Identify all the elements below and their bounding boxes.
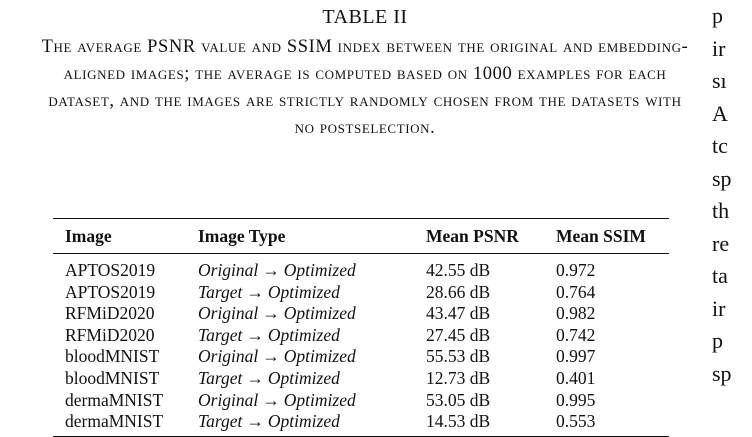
cell-mean-ssim: 0.982 [556, 303, 596, 324]
type-from: Original [198, 346, 259, 367]
type-to: Optimized [283, 260, 356, 280]
table-header-row [53, 219, 669, 253]
caption-text: The average PSNR value and SSIM index between the original and embedding-aligned images; the average is computed based on 1000 examples for each dataset, and the images are strictly randomly chosen from the datasets with no postselection. [41, 37, 689, 138]
table-row [53, 282, 669, 304]
cell-image: RFMiD2020 [65, 303, 155, 324]
type-to: Optimized [283, 303, 356, 324]
cell-image-type [198, 303, 426, 325]
adjacent-column-text [712, 0, 752, 390]
table-row [53, 411, 669, 436]
cell-mean-psnr: 42.55 dB [426, 260, 491, 280]
cell-mean-ssim: 0.401 [556, 367, 596, 388]
cell-mean-psnr: 43.47 dB [426, 303, 491, 324]
type-to: Optimized [283, 389, 356, 410]
type-to: Optimized [267, 411, 340, 432]
adjacent-line-fragment: ta [712, 263, 728, 288]
table-row [53, 254, 669, 282]
type-to: Optimized [267, 324, 340, 345]
cell-mean-psnr: 55.53 dB [426, 346, 491, 367]
adjacent-line-fragment: re [712, 230, 730, 256]
cell-mean-psnr: 27.45 dB [426, 324, 491, 345]
adjacent-line-fragment: sp [712, 165, 732, 191]
cell-mean-psnr: 14.53 dB [426, 411, 491, 432]
cell-mean-psnr: 53.05 dB [426, 389, 491, 410]
table-label: TABLE II [322, 6, 408, 28]
cell-image-type [198, 282, 426, 304]
cell-mean-ssim: 0.972 [556, 260, 596, 280]
header-mean-ssim: Mean SSIM [556, 226, 646, 246]
adjacent-line-fragment: sp [712, 360, 732, 386]
right-arrow-icon: → [246, 367, 264, 388]
table-row [53, 368, 669, 390]
cell-image-type [198, 368, 426, 390]
type-to: Optimized [283, 346, 356, 367]
cell-image: bloodMNIST [65, 367, 160, 388]
adjacent-line-fragment: th [712, 198, 730, 223]
cell-mean-ssim: 0.742 [556, 324, 596, 345]
table-caption [40, 6, 690, 142]
adjacent-line-fragment: sı [712, 68, 727, 93]
cell-image-type [198, 390, 426, 412]
right-arrow-icon: → [262, 346, 280, 367]
cell-image-type [198, 254, 426, 282]
cell-mean-ssim: 0.997 [556, 346, 596, 367]
right-arrow-icon: → [246, 324, 264, 345]
cell-image: bloodMNIST [65, 346, 160, 367]
right-arrow-icon: → [262, 389, 280, 410]
type-from: Target [198, 411, 243, 432]
adjacent-line-fragment: p [712, 328, 723, 353]
cell-mean-psnr: 28.66 dB [426, 281, 491, 302]
adjacent-line-fragment: ir [712, 35, 726, 61]
cell-mean-ssim: 0.764 [556, 281, 596, 302]
cell-image-type [198, 411, 426, 436]
cell-mean-ssim: 0.995 [556, 389, 596, 410]
cell-image: RFMiD2020 [65, 324, 155, 345]
header-image-type: Image Type [198, 226, 286, 246]
table-row [53, 325, 669, 347]
type-from: Target [198, 324, 243, 345]
right-arrow-icon: → [246, 411, 264, 432]
cell-image: APTOS2019 [65, 260, 156, 280]
type-from: Original [198, 389, 259, 410]
table-row [53, 303, 669, 325]
type-from: Original [198, 260, 259, 280]
cell-image-type [198, 325, 426, 347]
right-arrow-icon: → [246, 281, 264, 302]
adjacent-line-fragment: tc [712, 133, 728, 158]
right-arrow-icon: → [262, 303, 280, 324]
table-body [53, 254, 669, 436]
adjacent-line-fragment: ir [712, 295, 726, 321]
table-row [53, 346, 669, 368]
cell-image: dermaMNIST [65, 389, 164, 410]
type-to: Optimized [267, 281, 340, 302]
type-to: Optimized [267, 367, 340, 388]
type-from: Original [198, 303, 259, 324]
type-from: Target [198, 367, 243, 388]
adjacent-line-fragment: A [712, 100, 728, 126]
header-image: Image [65, 226, 112, 246]
cell-mean-psnr: 12.73 dB [426, 367, 491, 388]
table-row [53, 390, 669, 412]
type-from: Target [198, 281, 243, 302]
header-mean-psnr: Mean PSNR [426, 226, 519, 246]
cell-image-type [198, 346, 426, 368]
cell-image: APTOS2019 [65, 281, 156, 302]
adjacent-line-fragment: p [712, 3, 723, 28]
right-arrow-icon: → [262, 260, 280, 280]
cell-mean-ssim: 0.553 [556, 411, 596, 432]
results-table [53, 218, 669, 437]
cell-image: dermaMNIST [65, 411, 164, 432]
